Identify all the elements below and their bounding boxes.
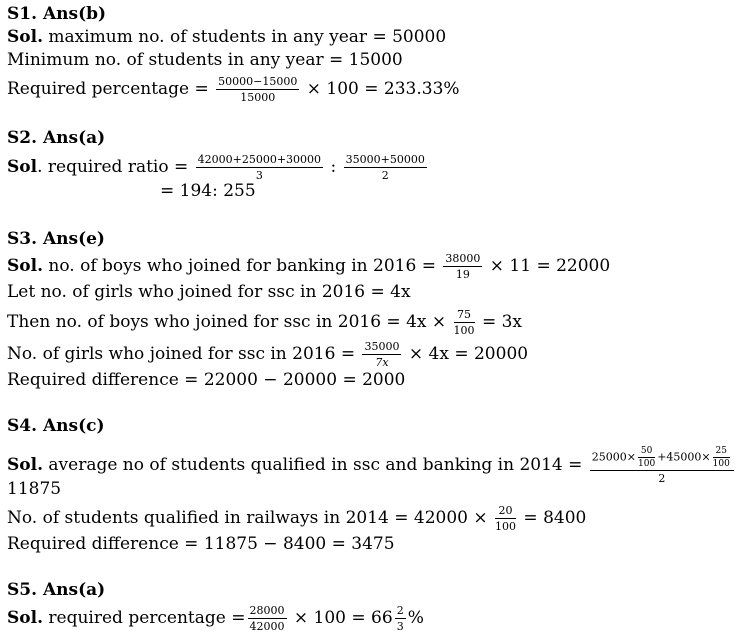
s4-line3-prefix: No. of students qualified in railways in 2014 = 42000 ×: [7, 508, 494, 528]
s3-line4-prefix: No. of girls who joined for ssc in 2016 =: [7, 344, 361, 364]
s3-line5: Required difference = 22000 − 20000 = 2000: [7, 370, 406, 390]
s4-line3: [7, 504, 586, 533]
s2-line1: [7, 153, 429, 182]
sol-label: Sol.: [7, 256, 43, 276]
s1-line1-text: maximum no. of students in any year = 50000: [43, 27, 447, 47]
s3-line3-prefix: Then no. of boys who joined for ssc in 2016 = 4x ×: [7, 312, 452, 332]
s3-fraction-2: [454, 308, 475, 337]
s3-line4-suffix: × 4x = 20000: [403, 344, 529, 364]
s2-fraction-2: [344, 153, 427, 182]
s1-line3-prefix: Required percentage =: [7, 79, 215, 99]
s5-line1-suffix: %: [407, 608, 424, 628]
s2-heading: S2. Ans(a): [7, 128, 106, 148]
s5-line1-prefix: required percentage =: [43, 608, 246, 628]
sol-label: Sol.: [7, 27, 43, 47]
frac-denominator: 15000: [240, 91, 276, 104]
frac-numerator: 20: [495, 504, 516, 519]
s5-fraction: [248, 604, 287, 633]
frac-denominator: 2: [381, 169, 389, 182]
s3-line3: [7, 308, 522, 337]
s4-fraction: [495, 504, 516, 533]
s5-line1-mid: × 100 = 66: [288, 608, 393, 628]
s3-fraction-3: [362, 340, 401, 369]
s4-sub-fraction-1: [638, 446, 655, 469]
big-frac-term-b: +45000×: [657, 450, 711, 464]
s4-sub-fraction-2: [713, 446, 730, 469]
frac-numerator: 35000+50000: [345, 153, 425, 166]
sol-label: Sol.: [7, 608, 43, 628]
frac-denominator: 3: [396, 620, 404, 633]
frac-denominator: 100: [453, 324, 475, 337]
s4-heading: S4. Ans(c): [7, 416, 105, 436]
frac-denominator: 42000: [249, 620, 285, 633]
big-frac-term-a: 25000×: [591, 450, 637, 464]
frac-numerator: 50: [638, 446, 655, 458]
s3-line1: [7, 252, 610, 281]
frac-denominator: 100: [712, 459, 730, 469]
s3-line2: Let no. of girls who joined for ssc in 2016 = 4x: [7, 282, 411, 302]
frac-numerator: 25: [713, 446, 730, 458]
sol-label: Sol: [7, 157, 38, 177]
frac-numerator: 28000: [249, 604, 285, 617]
s4-line2: 11875: [7, 479, 62, 499]
frac-denominator: 100: [638, 459, 656, 469]
s1-fraction: [216, 75, 299, 104]
s4-line1: [7, 446, 736, 485]
frac-denominator: 19: [455, 268, 470, 281]
s3-line3-suffix: = 3x: [476, 312, 523, 332]
frac-numerator: 42000+25000+30000: [197, 153, 322, 166]
s1-line1: [7, 26, 446, 48]
s2-fraction-1: [196, 153, 323, 182]
s1-line3-suffix: × 100 = 233.33%: [301, 79, 460, 99]
frac-denominator: 2: [658, 472, 666, 485]
s3-heading: S3. Ans(e): [7, 229, 105, 249]
sol-label: Sol.: [7, 455, 43, 475]
frac-numerator: 38000: [445, 252, 481, 265]
s3-line1-suffix: × 11 = 22000: [484, 256, 611, 276]
s3-line4: [7, 340, 528, 369]
s5-heading: S5. Ans(a): [7, 580, 106, 600]
s4-line1-prefix: average no of students qualified in ssc and banking in 2014 =: [43, 455, 588, 475]
s4-line3-suffix: = 8400: [518, 508, 587, 528]
s5-line1: [7, 604, 424, 633]
frac-numerator: 2: [396, 604, 404, 617]
s5-mixed-fraction: [395, 604, 406, 633]
s1-line3: [7, 75, 460, 104]
frac-numerator: 75: [454, 308, 475, 323]
s4-big-fraction: [590, 446, 734, 485]
frac-denominator: 100: [495, 520, 517, 533]
s2-line1-prefix: . required ratio =: [37, 157, 194, 177]
s4-line4: Required difference = 11875 − 8400 = 3475: [7, 534, 395, 554]
frac-denominator: 3: [255, 169, 263, 182]
s2-colon: :: [325, 157, 342, 177]
frac-numerator: [590, 446, 734, 471]
frac-denominator: 7x: [375, 356, 389, 369]
s1-heading: S1. Ans(b): [7, 4, 107, 24]
frac-numerator: 50000−15000: [218, 75, 298, 88]
s3-line1-prefix: no. of boys who joined for banking in 2016 =: [43, 256, 442, 276]
s2-line2: = 194: 255: [160, 181, 256, 201]
frac-numerator: 35000: [364, 340, 400, 353]
s3-fraction-1: [443, 252, 482, 281]
s1-line2: Minimum no. of students in any year = 15000: [7, 50, 403, 70]
